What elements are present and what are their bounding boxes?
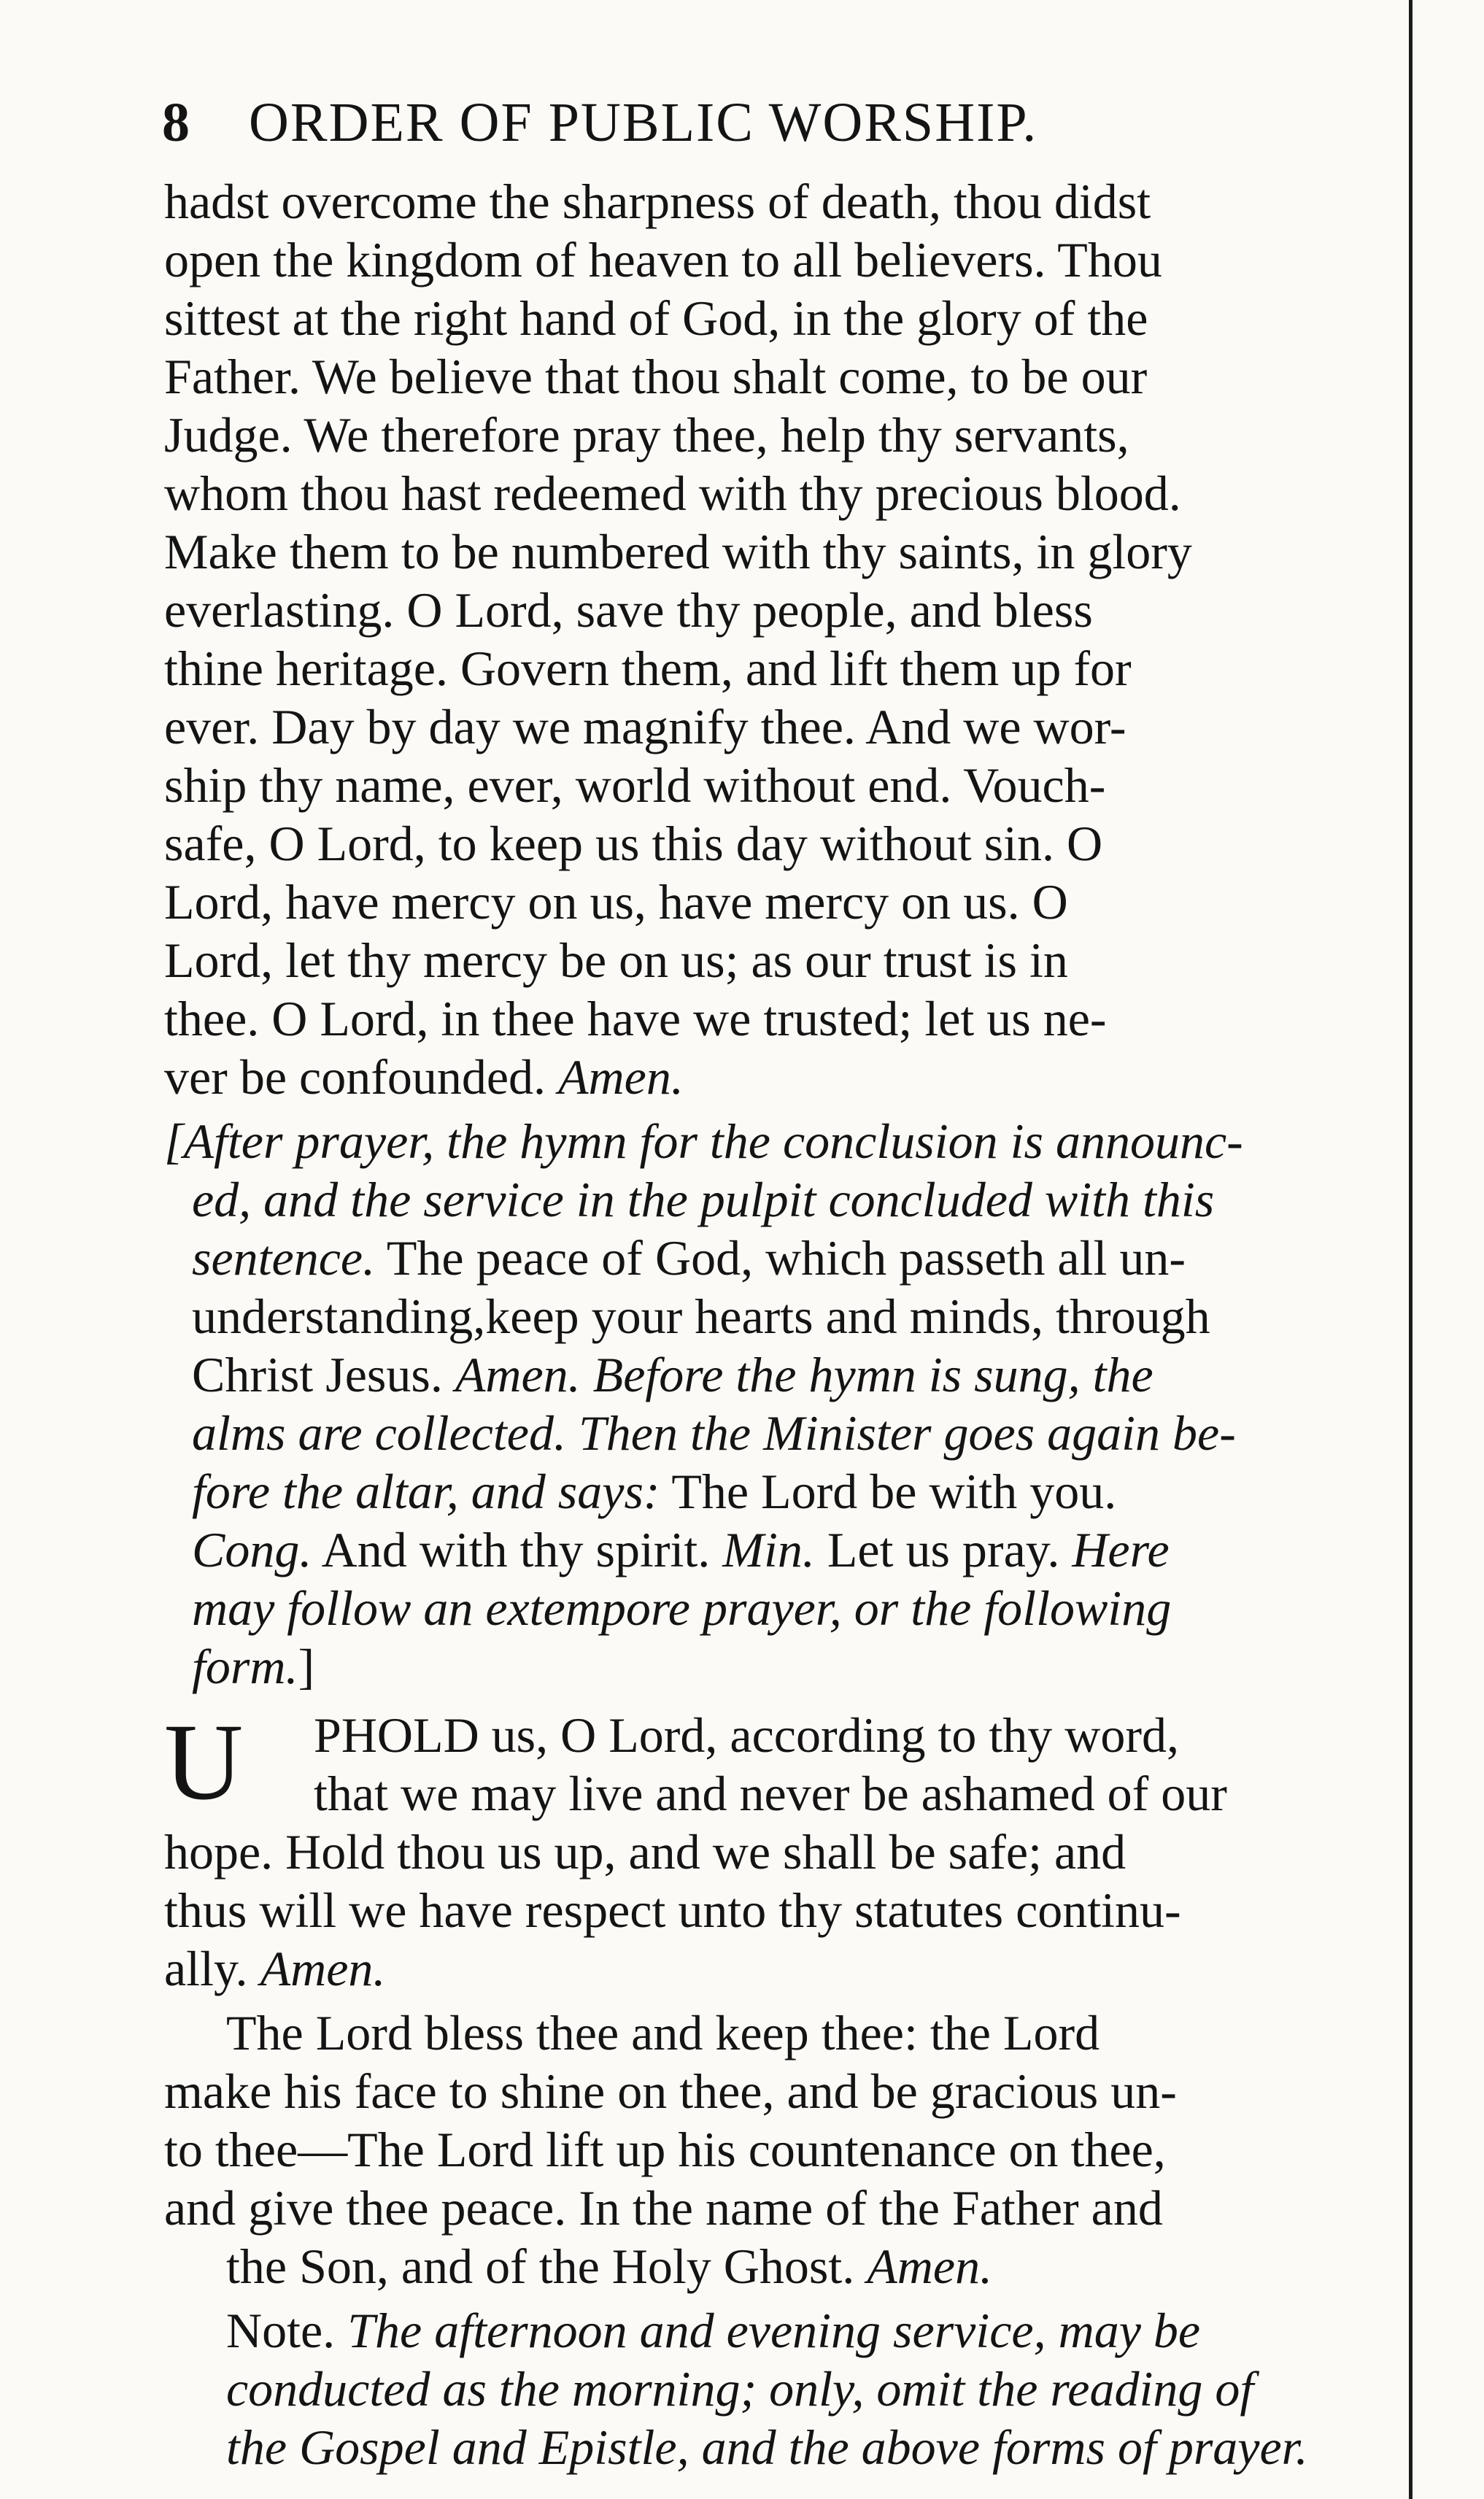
page-number: 8 [162,92,190,153]
text-line: The Lord bless thee and keep thee: the Lord [226,2005,1100,2060]
speaker-cong: Cong. [192,1522,312,1577]
rubric-line: Christ Jesus. Amen. Before the hymn is sung, the [192,1347,1153,1402]
rubric-line: understanding,keep your hearts and minds, through [192,1289,1210,1344]
text-line: ship thy name, ever, world without end. Vouch- [164,757,1106,813]
page-header [162,93,1395,152]
page-body [164,172,1368,2476]
running-title: ORDER OF PUBLIC WORSHIP. [249,92,1038,153]
text-line: Father. We believe that thou shalt come, to be our [164,349,1148,404]
rubric-line: fore the altar, and says: The Lord be with you. [192,1464,1117,1519]
text-line: thine heritage. Govern them, and lift them up for [164,641,1132,696]
note-line: the Gospel and Epistle, and the above forms of prayer. [226,2419,1308,2475]
text-line: safe, O Lord, to keep us this day without sin. O [164,816,1103,871]
text-line: and give thee peace. In the name of the Father and [164,2180,1163,2236]
text-line: Lord, have mercy on us, have mercy on us. O [164,874,1068,930]
text-line: thus will we have respect unto thy statutes continu- [164,1882,1181,1938]
rubric-line: alms are collected. Then the Minister goes again be- [192,1405,1236,1461]
rubric-line: [After prayer, the hymn for the conclusion is announc- [164,1113,1243,1169]
note-line: conducted as the morning; only, omit the reading of [226,2361,1254,2417]
rubric-line: form.] [192,1639,315,1694]
rubric-line: may follow an extempore prayer, or the following [192,1580,1172,1636]
text-line: to thee—The Lord lift up his countenance on thee, [164,2122,1166,2177]
text-line: thee. O Lord, in thee have we trusted; let us ne- [164,991,1107,1046]
page-edge-rule [1409,0,1412,2499]
amen: Amen. [260,1941,386,1996]
note-label: Note. [226,2303,336,2358]
rubric-line: Cong. And with thy spirit. Min. Let us pray. Here [192,1522,1170,1577]
text-line: that we may live and never be ashamed of our [314,1766,1227,1821]
amen: Amen. [867,2239,993,2294]
text-line: ever. Day by day we magnify thee. And we wor- [164,699,1126,754]
drop-cap: U [164,1702,244,1823]
text-line: sittest at the right hand of God, in the glory of the [164,290,1148,346]
text-line: Make them to be numbered with thy saints, in glory [164,524,1192,579]
text-line: hope. Hold thou us up, and we shall be safe; and [164,1824,1126,1880]
text-line: open the kingdom of heaven to all believers. Thou [164,232,1162,287]
speaker-min: Min. [722,1522,815,1577]
prayer-first-line: U PHOLD us, O Lord, according to thy word, [164,1702,1180,1823]
text-line: whom thou hast redeemed with thy precious blood. [164,466,1181,521]
text-line: hadst overcome the sharpness of death, thou didst [164,174,1151,229]
text-line: make his face to shine on thee, and be gracious un- [164,2063,1177,2119]
text-line: ally. Amen. [164,1941,386,1996]
text-line: ver be confounded. Amen. [164,1049,684,1105]
note-line: Note. The afternoon and evening service, may be [226,2303,1201,2358]
text-line: Lord, let thy mercy be on us; as our trust is in [164,932,1068,988]
rubric-line: ed, and the service in the pulpit concluded with this [192,1172,1215,1227]
amen: Amen. [455,1347,581,1402]
amen: Amen. [558,1049,684,1105]
text-line: everlasting. O Lord, save thy people, and bless [164,582,1093,638]
text-line: Judge. We therefore pray thee, help thy servants, [164,407,1129,463]
rubric-line: sentence. The peace of God, which passeth all un- [192,1230,1186,1286]
text-line: the Son, and of the Holy Ghost. Amen. [226,2239,993,2294]
